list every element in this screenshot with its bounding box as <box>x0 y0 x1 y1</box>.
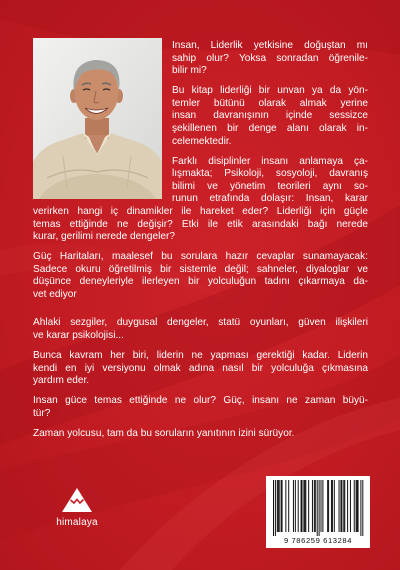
back-cover-blurb <box>33 40 368 440</box>
text-line: kendi en iyi versiyonu olmak adına nasıl bir yolculuğa çıkmasına <box>33 362 368 374</box>
barcode-bar <box>350 480 351 532</box>
text-line: vet ediyor <box>33 288 77 300</box>
text-line: İnsan, Liderlik yetkisine doğuştan mı <box>172 40 368 51</box>
barcode-bar <box>321 480 322 532</box>
blurb-paragraph <box>33 85 368 148</box>
publisher-name: himalaya <box>56 517 98 528</box>
barcode-bar <box>295 480 296 532</box>
barcode-bar <box>315 480 316 532</box>
barcode-bar <box>339 480 340 532</box>
text-line: runun etrafında dolaşır: İnsan, karar <box>172 193 368 205</box>
barcode-bar <box>347 480 348 532</box>
text-line: insan davranışının içinde sessizce <box>172 110 368 122</box>
barcode-bar <box>279 480 280 532</box>
barcode-bar <box>340 480 341 532</box>
text-line: bilir mi? <box>172 65 207 77</box>
blurb-paragraph <box>33 317 368 342</box>
barcode-bar <box>275 480 276 536</box>
barcode-bar <box>305 480 306 532</box>
blurb-paragraph <box>33 350 368 388</box>
barcode-bar <box>328 480 329 532</box>
barcode-bar <box>277 480 278 532</box>
barcode-bar <box>344 480 345 532</box>
text-line: temas ettiğinde ne değişir? Etki ile etik arasındaki bağı nerede <box>33 218 368 230</box>
text-line: temler bütünü olarak almak yerine <box>172 97 368 109</box>
isbn-barcode <box>266 476 370 548</box>
publisher-logo <box>50 486 104 529</box>
barcode-bar <box>343 480 344 532</box>
barcode-bar <box>285 480 286 532</box>
barcode-bar <box>362 480 363 536</box>
barcode-bar <box>298 480 299 532</box>
barcode-bar <box>354 480 355 532</box>
barcode-bar <box>281 480 282 532</box>
text-line: Zaman yolcusu, tam da bu soruların yanıtının izini sürüyor. <box>33 427 295 439</box>
barcode-bar <box>357 480 358 532</box>
barcode-bar <box>301 480 302 532</box>
barcode-bar <box>327 480 328 532</box>
blurb-paragraph <box>33 156 368 244</box>
mountain-icon <box>61 486 93 513</box>
blurb-paragraph <box>33 40 368 78</box>
barcode-bar <box>308 480 309 532</box>
barcode-bar <box>356 480 357 532</box>
barcode-bar <box>273 480 274 536</box>
text-line: Ahlaki sezgiler, duygusal dengeler, statü oyunları, güven ilişkileri <box>33 317 368 329</box>
barcode-bar <box>304 480 305 532</box>
barcode-bar <box>331 480 332 532</box>
blurb-paragraph <box>33 428 368 441</box>
text-line: Sadece okuru öğretilmiş bir sistemle değil; sahneler, diyaloglar ve <box>33 263 368 275</box>
text-line: celemektedir. <box>172 135 232 147</box>
text-line: İnsan güce temas ettiğinde ne olur? Güç, insanı ne zaman büyü- <box>33 395 368 407</box>
barcode-bar <box>278 480 279 532</box>
barcode-bar <box>288 480 289 532</box>
barcode-bar <box>360 480 361 536</box>
text-line: sahip olur? Yoksa sonradan öğrenile- <box>172 52 368 64</box>
barcode-bar <box>303 480 304 532</box>
text-line: yardım eder. <box>33 375 90 387</box>
text-line: verirken hangi iç dinamikler ile hareket eder? Liderliği için güçle <box>33 205 368 217</box>
text-line: düşünce deneyleriyle ilerleyen bir yolculuğun tadını çıkarmaya da- <box>33 276 368 288</box>
barcode-bar <box>314 480 315 532</box>
blurb-paragraph <box>33 395 368 420</box>
text-line: şekillenen bir denge alanı olarak in- <box>172 122 368 134</box>
barcode-bar <box>317 480 318 536</box>
barcode-bar <box>319 480 320 536</box>
barcode-bar <box>282 480 283 532</box>
text-line: tür? <box>33 407 51 419</box>
text-line: Güç Haritaları, maalesef bu sorulara hazır cevaplar sunamayacak: <box>33 251 368 263</box>
blurb-paragraph <box>33 251 368 301</box>
text-line: kurar, gerilimi nerede dengeler? <box>33 231 175 243</box>
barcode-bar <box>341 480 342 532</box>
text-line: Bunca kavram her biri, liderin ne yapması gerektiği kadar. Liderin <box>33 350 368 362</box>
text-line: bilimi ve yönetim teorileri aynı so- <box>172 180 368 192</box>
isbn-number: 9 786259 613284 <box>283 536 353 545</box>
barcode-bar <box>322 480 323 532</box>
text-line: ve karar psikolojisi... <box>33 330 124 342</box>
barcode-bar <box>293 480 294 532</box>
barcode-bar <box>358 480 359 532</box>
text-line: Bu kitap liderliği bir unvan ya da yön- <box>172 85 368 97</box>
barcode-bar <box>332 480 333 532</box>
barcode-bar <box>334 480 335 532</box>
barcode-bar <box>312 480 313 532</box>
barcode-bar <box>302 480 303 532</box>
text-line: Farklı disiplinler insanı anlamaya ça- <box>172 155 368 167</box>
text-line: lışmakta; Psikoloji, sosyoloji, davranış <box>172 168 368 180</box>
